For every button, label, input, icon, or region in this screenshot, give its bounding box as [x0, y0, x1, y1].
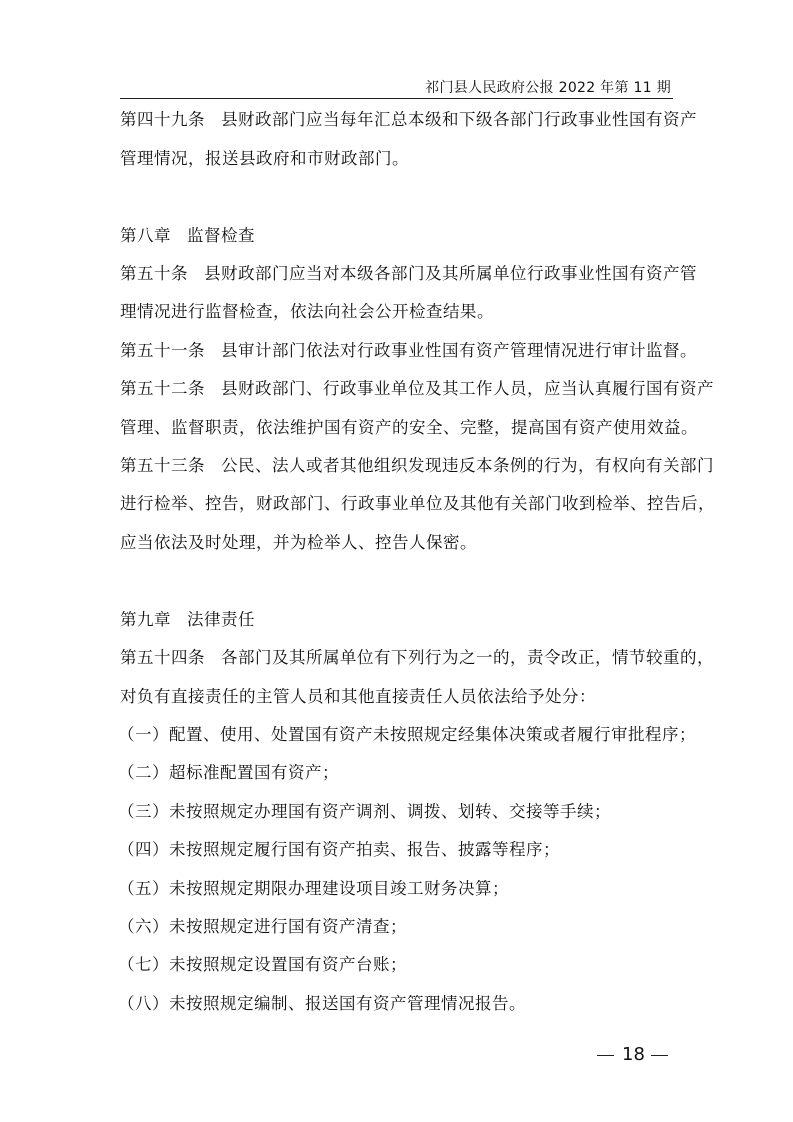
article-53-line-3: 应当依法及时处理，并为检举人、控告人保密。: [120, 533, 477, 552]
article-54-line-1: 第五十四条 各部门及其所属单位有下列行为之一的，责令改正，情节较重的，: [120, 648, 714, 667]
list-item: （七）未按照规定设置国有资产台账；: [118, 955, 407, 974]
article-52-line-2: 管理、监督职责，依法维护国有资产的安全、完整，提高国有资产使用效益。: [120, 418, 698, 437]
dash-left-decoration: [597, 1055, 614, 1056]
list-item: （二）超标准配置国有资产；: [118, 763, 339, 782]
article-50-line-1: 第五十条 县财政部门应当对本级各部门及其所属单位行政事业性国有资产管: [120, 264, 697, 283]
dash-right-decoration: [651, 1055, 668, 1056]
chapter-9-heading: 第九章 法律责任: [120, 610, 255, 629]
article-label: 第五十一条: [120, 341, 205, 360]
article-53-line-1: 第五十三条 公民、法人或者其他组织发现违反本条例的行为，有权向有关部门: [120, 456, 714, 475]
article-label: 第五十条: [120, 264, 188, 283]
article-54-line-2: 对负有直接责任的主管人员和其他直接责任人员依法给予处分：: [120, 687, 596, 706]
gazette-title: 祁门县人民政府公报 2022 年第 11 期: [425, 80, 671, 96]
article-label: 第五十四条: [120, 648, 205, 667]
article-49-line-2: 管理情况，报送县政府和市财政部门。: [120, 149, 409, 168]
article-52-line-1: 第五十二条 县财政部门、行政事业单位及其工作人员，应当认真履行国有资产: [120, 379, 714, 398]
article-label: 第四十九条: [120, 110, 205, 129]
article-label: 第五十二条: [120, 379, 205, 398]
article-53-line-2: 进行检举、控告，财政部门、行政事业单位及其他有关部门收到检举、控告后，: [120, 494, 715, 513]
page-header: [120, 76, 673, 99]
page-number-value: 18: [622, 1044, 645, 1065]
page-number: [593, 1044, 675, 1068]
chapter-8-heading: 第八章 监督检查: [120, 226, 255, 245]
list-item: （四）未按照规定履行国有资产拍卖、报告、披露等程序；: [118, 840, 560, 859]
article-label: 第五十三条: [120, 456, 205, 475]
article-49-line-1: 第四十九条 县财政部门应当每年汇总本级和下级各部门行政事业性国有资产: [120, 110, 697, 129]
list-item: （八）未按照规定编制、报送国有资产管理情况报告。: [118, 994, 526, 1013]
list-item: （三）未按照规定办理国有资产调剂、调拨、划转、交接等手续；: [118, 802, 611, 821]
list-item: （六）未按照规定进行国有资产清查；: [118, 917, 407, 936]
article-50-line-2: 理情况进行监督检查，依法向社会公开检查结果。: [120, 302, 494, 321]
list-item: （五）未按照规定期限办理建设项目竣工财务决算；: [118, 879, 509, 898]
list-item: （一）配置、使用、处置国有资产未按照规定经集体决策或者履行审批程序；: [118, 725, 696, 744]
article-51-line-1: 第五十一条 县审计部门依法对行政事业性国有资产管理情况进行审计监督。: [120, 341, 697, 360]
